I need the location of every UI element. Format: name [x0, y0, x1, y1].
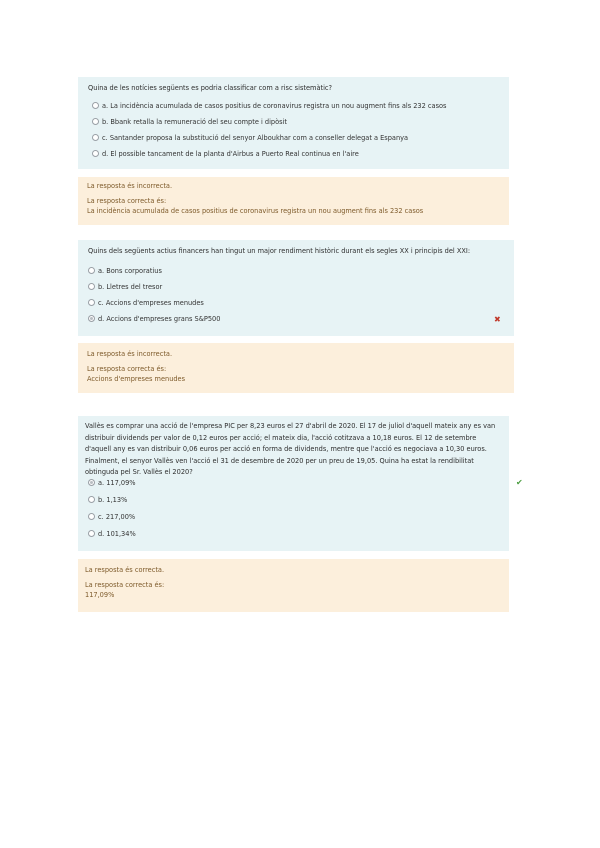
- question-3-correct-answer: 117,09%: [85, 591, 115, 599]
- question-1-feedback-status: La resposta és incorrecta.: [87, 182, 173, 190]
- question-3-option-b[interactable]: b. 1,13%: [88, 496, 127, 505]
- question-1-option-a[interactable]: a. La incidència acumulada de casos positius de coronavirus registra un nou augment fins als 232 casos: [92, 102, 446, 111]
- question-2-option-c[interactable]: c. Accions d'empreses menudes: [88, 299, 204, 308]
- question-1-option-d[interactable]: d. El possible tancament de la planta d'Airbus a Puerto Real continua en l'aire: [92, 150, 359, 159]
- question-2-option-b[interactable]: b. Lletres del tresor: [88, 283, 162, 292]
- question-2-feedback-status: La resposta és incorrecta.: [87, 350, 173, 358]
- question-3-feedback-status: La resposta és correcta.: [85, 566, 165, 574]
- question-1-feedback-label: La resposta correcta és:: [87, 197, 167, 205]
- question-3-option-d[interactable]: d. 101,34%: [88, 530, 136, 539]
- question-1-option-c[interactable]: c. Santander proposa la substitució del senyor Alboukhar com a conseller delegat a Espanya: [92, 134, 408, 143]
- radio-icon[interactable]: [92, 134, 99, 141]
- question-2-option-d[interactable]: d. Accions d'empreses grans S&P500: [88, 315, 220, 324]
- radio-icon[interactable]: [88, 496, 95, 503]
- radio-selected-icon[interactable]: [88, 315, 95, 322]
- question-3-text: Vallès es comprar una acció de l'empresa PIC per 8,23 euros el 27 d'abril de 2020. El 17 de juliol d'aquell mateix any es van distribuir dividends per valor de 0,12 euros per acció; el mateix dia, l'acció cotitzava a 10,18 euros. El 12 de setembre d'aquell any es van distribuir 0,06 euros per acció en forma de dividends, mentre que l'acció es negociava a 10,30 euros. Finalment, el senyor Vallès ven l'acció el 31 de desembre de 2020 per un preu de 19,05. Quina ha estat la rendibilitat obtinguda pel Sr. Vallès el 2020?: [85, 422, 496, 476]
- question-2-option-a[interactable]: a. Bons corporatius: [88, 267, 162, 276]
- radio-selected-icon[interactable]: [88, 479, 95, 486]
- question-3-option-a[interactable]: a. 117,09%: [88, 479, 136, 488]
- question-3-option-c[interactable]: c. 217,00%: [88, 513, 135, 522]
- radio-icon[interactable]: [88, 299, 95, 306]
- radio-icon[interactable]: [92, 118, 99, 125]
- question-2-feedback-label: La resposta correcta és:: [87, 365, 167, 373]
- radio-icon[interactable]: [88, 530, 95, 537]
- radio-icon[interactable]: [88, 267, 95, 274]
- question-2-correct-answer: Accions d'empreses menudes: [87, 375, 186, 383]
- radio-icon[interactable]: [88, 283, 95, 290]
- question-3-feedback-label: La resposta correcta és:: [85, 581, 165, 589]
- question-1-correct-answer: La incidència acumulada de casos positius de coronavirus registra un nou augment fins als 232 casos: [87, 207, 424, 215]
- correct-check-icon: ✔: [516, 478, 523, 487]
- radio-icon[interactable]: [92, 150, 99, 157]
- incorrect-icon: ✖: [494, 315, 501, 324]
- question-1-text: Quina de les notícies següents es podria classificar com a risc sistemàtic?: [88, 84, 333, 92]
- question-1-option-b[interactable]: b. Bbank retalla la remuneració del seu compte i dipòsit: [92, 118, 287, 127]
- question-2-text: Quins dels següents actius financers han tingut un major rendiment històric durant els segles XX i principis del XXI:: [88, 247, 471, 255]
- radio-icon[interactable]: [88, 513, 95, 520]
- radio-icon[interactable]: [92, 102, 99, 109]
